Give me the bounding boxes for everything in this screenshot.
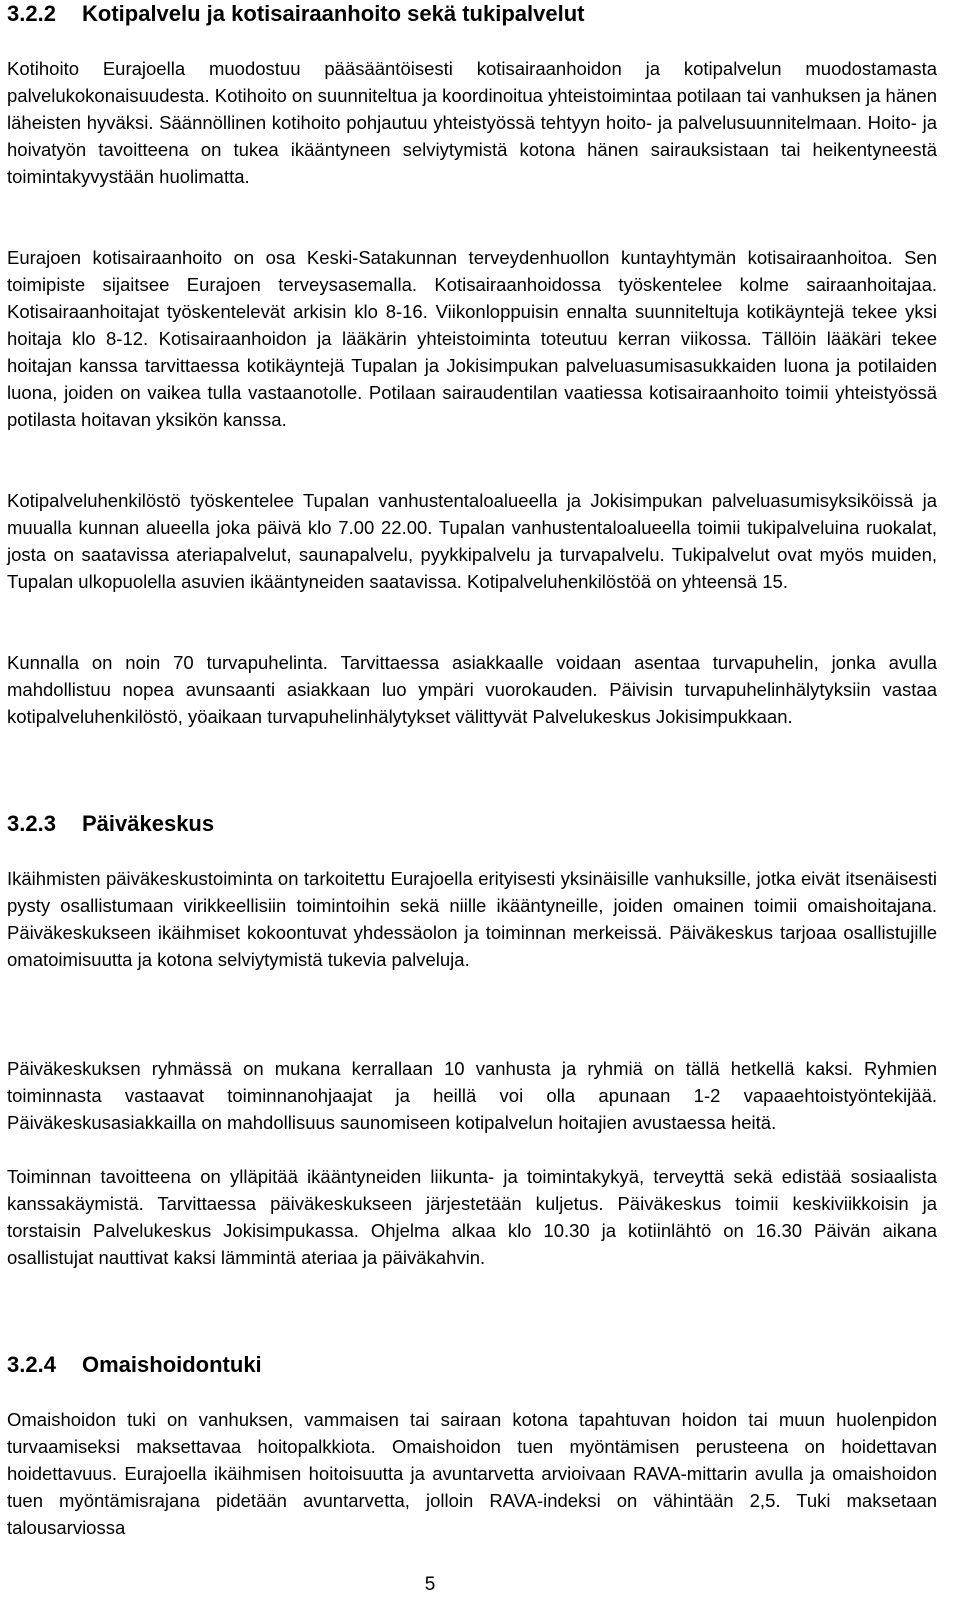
- section-number: 3.2.2: [7, 1, 56, 26]
- section-title: Omaishoidontuki: [82, 1352, 262, 1377]
- paragraph: Eurajoen kotisairaanhoito on osa Keski-Satakunnan terveydenhuollon kuntayhtymän kotisairaanhoitoa. Sen toimipiste sijaitsee Eurajoen terveysasemalla. Kotisairaanhoidossa työskentelee kolme sairaanhoitajaa. Kotisairaanhoitajat työskentelevät arkisin klo 8-16. Viikonloppuisin ennalta suunniteltuja kotikäyntejä tekee yksi hoitaja klo 8-12. Kotisairaanhoidon ja lääkärin yhteistoiminta toteutuu kerran viikossa. Tällöin lääkäri tekee hoitajan kanssa tarvittaessa kotikäyntejä Tupalan ja Jokisimpukan palveluasumisasukkaiden luona ja potilaiden luona, joiden on vaikea tulla vastaanotolle. Potilaan sairaudentilan vaatiessa kotisairaanhoito toimii yhteistyössä potilasta hoitavan yksikön kanssa.: [7, 247, 937, 430]
- paragraph: Kotihoito Eurajoella muodostuu pääsääntöisesti kotisairaanhoidon ja kotipalvelun muodostamasta palvelukokonaisuudesta. Kotihoito on suunniteltua ja koordinoitua yhteistoimintaa potilaan tai vanhuksen ja hänen läheisten hyväksi. Säännöllinen kotihoito pohjautuu yhteistyössä tehtyyn hoito- ja palvelusuunnitelmaan. Hoito- ja hoivatyön tavoitteena on tukea ikääntyneen selviytymistä kotona hänen sairauksistaan tai heikentyneestä toimintakyvystään huolimatta.: [7, 58, 937, 187]
- section-number: 3.2.4: [7, 1352, 56, 1377]
- section-number: 3.2.3: [7, 811, 56, 836]
- paragraph: Kunnalla on noin 70 turvapuhelinta. Tarvittaessa asiakkaalle voidaan asentaa turvapuhelin, jonka avulla mahdollistuu nopea avunsaanti asiakkaan luo ympäri vuorokauden. Päivisin turvapuhelinhälytyksiin vastaa kotipalveluhenkilöstö, yöaikaan turvapuhelinhälytykset välittyvät Palvelukeskus Jokisimpukkaan.: [7, 652, 937, 727]
- paragraph: Omaishoidon tuki on vanhuksen, vammaisen tai sairaan kotona tapahtuvan hoidon tai muun huolenpidon turvaamiseksi maksettavaa hoitopalkkiota. Omaishoidon tuen myöntämisen perusteena on hoidettavan hoidettavuus. Eurajoella ikäihmisen hoitoisuutta ja avuntarvetta arvioivaan RAVA-mittarin avulla ja omaishoidon tuen myöntämisrajana pidetään avuntarvetta, jolloin RAVA-indeksi on vähintään 2,5. Tuki maksetaan talousarviossa: [7, 1409, 937, 1538]
- paragraph: Ikäihmisten päiväkeskustoiminta on tarkoitettu Eurajoella erityisesti yksinäisille vanhuksille, jotka eivät itsenäisesti pysty osallistumaan virikkeellisiin toimintoihin sekä niille ikääntyneille, joiden omainen toimii omaishoitajana. Päiväkeskukseen ikäihmiset kokoontuvat yhdessäolon ja toiminnan merkeissä. Päiväkeskus tarjoaa osallistujille omatoimisuutta ja kotona selviytymistä tukevia palveluja.: [7, 868, 937, 970]
- section-title: Päiväkeskus: [82, 811, 215, 836]
- page-number: 5: [424, 1574, 436, 1595]
- paragraph: Päiväkeskuksen ryhmässä on mukana kerrallaan 10 vanhusta ja ryhmiä on tällä hetkellä kaksi. Ryhmien toiminnasta vastaavat toiminnanohjaajat ja heillä voi olla apunaan 1-2 vapaaehtoistyöntekijää. Päiväkeskusasiakkailla on mahdollisuus saunomiseen kotipalvelun hoitajien avustaessa heitä.: [7, 1058, 937, 1133]
- paragraph: Kotipalveluhenkilöstö työskentelee Tupalan vanhustentaloalueella ja Jokisimpukan palveluasumisyksiköissä ja muualla kunnan alueella joka päivä klo 7.00 22.00. Tupalan vanhustentaloalueella toimii tukipalveluina ruokalat, josta on saatavissa ateriapalvelut, saunapalvelu, pyykkipalvelu ja turvapalvelu. Tukipalvelut ovat myös muiden, Tupalan ulkopuolella asuvien ikääntyneiden saatavissa. Kotipalveluhenkilöstöä on yhteensä 15.: [7, 490, 937, 592]
- section-title: Kotipalvelu ja kotisairaanhoito sekä tukipalvelut: [82, 1, 585, 26]
- section-heading-3-2-3: [7, 810, 214, 838]
- paragraph: Toiminnan tavoitteena on ylläpitää ikääntyneiden liikunta- ja toimintakykyä, terveyttä sekä edistää sosiaalista kanssakäymistä. Tarvittaessa päiväkeskukseen järjestetään kuljetus. Päiväkeskus toimii keskiviikkoisin ja torstaisin Palvelukeskus Jokisimpukassa. Ohjelma alkaa klo 10.30 ja kotiinlähtö on 16.30 Päivän aikana osallistujat nauttivat kaksi lämmintä ateriaa ja päiväkahvin.: [7, 1166, 937, 1268]
- section-heading-3-2-4: [7, 1351, 262, 1379]
- section-heading-3-2-2: [7, 0, 584, 28]
